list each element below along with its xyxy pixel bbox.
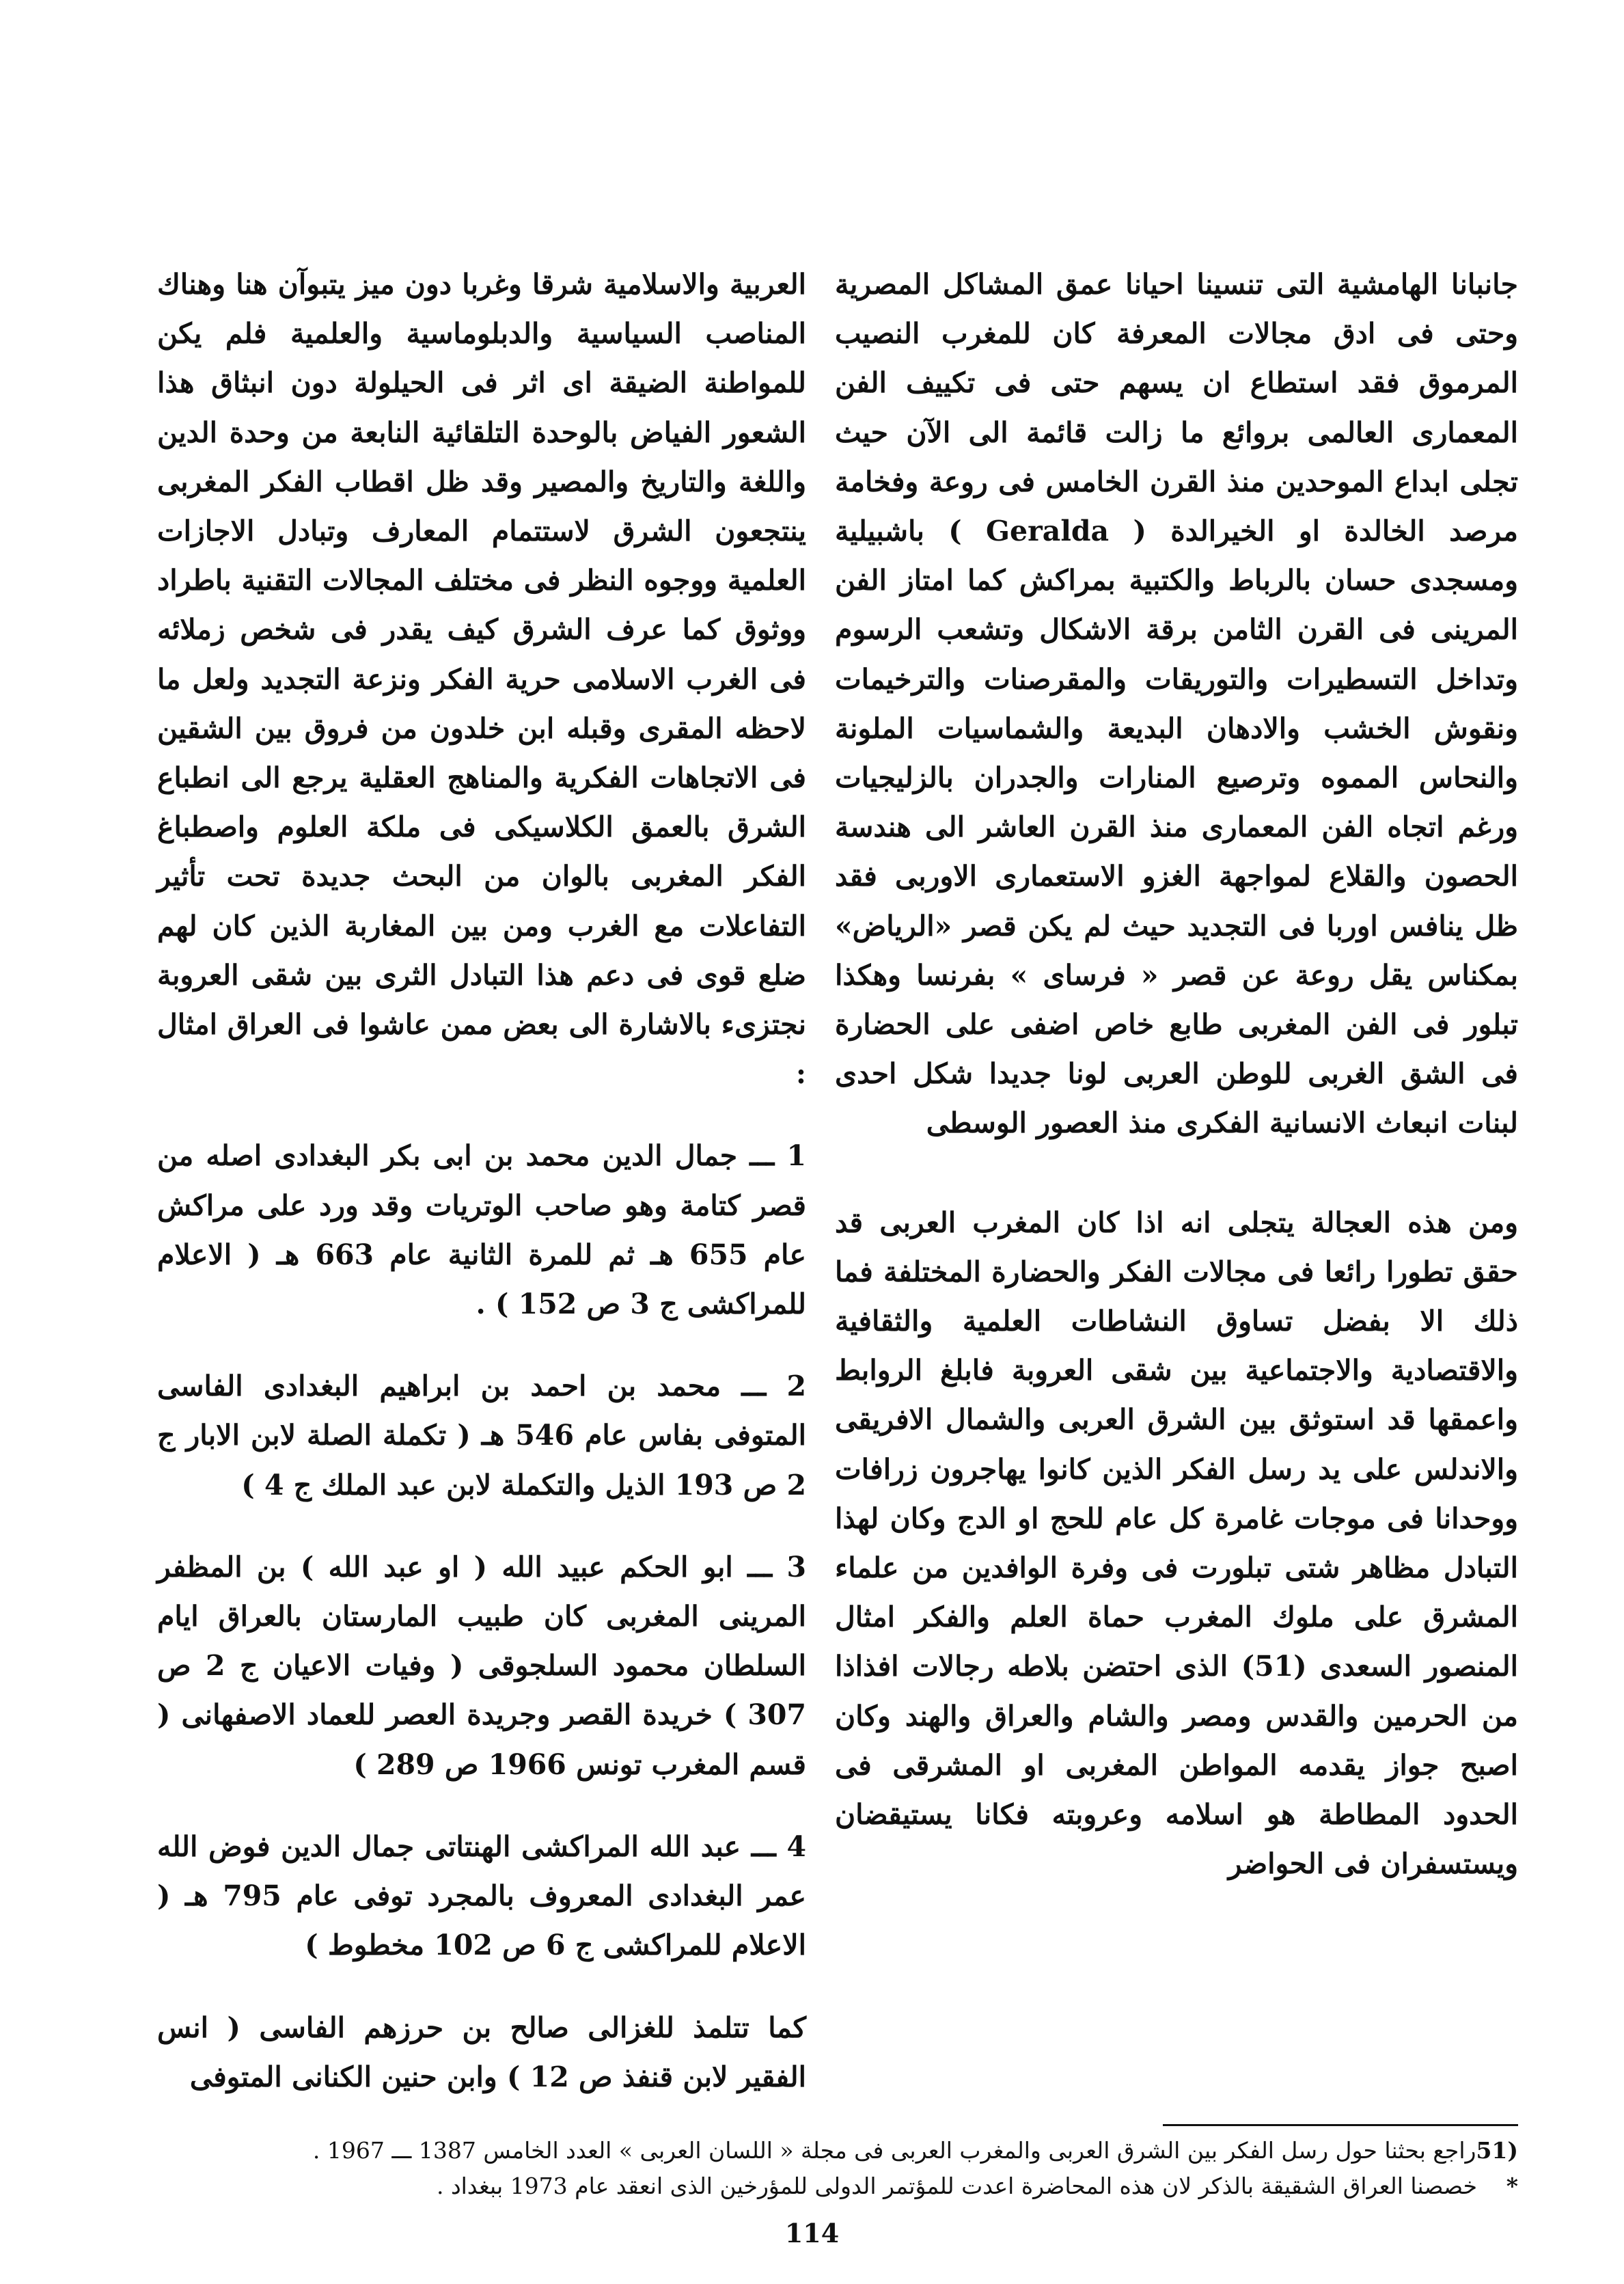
footnote-text: راجع بحثنا حول رسل الفكر بين الشرق العربى والمغرب العربى فى مجلة « اللسان العربى » العدد الخامس 1387 ـــ 1967 . xyxy=(312,2137,1476,2164)
footnotes xyxy=(157,2136,1518,2207)
list-item-2: 2 ـــ محمد بن احمد بن ابراهيم البغدادى الفاسى المتوفى بفاس عام 546 هـ ( تكملة الصلة لابن الابار ج 2 ص 193 الذيل والتكملة لابن عبد الملك ج 4 ) xyxy=(157,1370,806,1501)
footnote-asterisk xyxy=(157,2171,1518,2201)
footnote-text: خصصنا العراق الشقيقة بالذكر لان هذه المحاضرة اعدت للمؤتمر الدولى للمؤرخين الذى انعقد عام 1973 ببغداد . xyxy=(436,2173,1477,2199)
right-column-paragraph-2: ومن هذه العجالة يتجلى انه اذا كان المغرب العربى قد حقق تطورا رائعا فى مجالات الفكر والحضارة المختلفة فما ذلك الا بفضل تساوق النشاطات العلمية والثقافية والاقتصادية والاجتماعية بين شقى العروبة فابلغ الروابط واعمقها قد استوثق بين الشرق العربى والشمال الافريقى والاندلس على يد رسل الفكر الذين كانوا يهاجرون زرافات ووحدانا فى موجات غامرة كل عام للحج او الدج وكان لهذا التبادل مظاهر شتى تبلورت فى وفرة الوافدين من علماء المشرق على ملوك المغرب حماة العلم والفكر امثال المنصور السعدى (51) الذى احتضن بلاطه رجالات افذاذا من الحرمين والقدس ومصر والشام والعراق والهند وكان اصبح جواز يقدمه المواطن المغربى او المشرقى فى الحدود المطاطة هو اسلامه وعروبته فكانا يستيقضان ويستسفران فى الحواضر xyxy=(835,1206,1519,1881)
list-item-3: 3 ـــ ابو الحكم عبيد الله ( او عبد الله ) بن المظفر المرينى المغربى كان طبيب المارستان بالعراق ايام السلطان محمود السلجوقى ( وفيات الاعيان ج 2 ص 307 ) خريدة القصر وجريدة العصر للعماد الاصفهانى ( قسم المغرب تونس 1966 ص 289 ) xyxy=(157,1550,807,1781)
footnote-51 xyxy=(157,2136,1518,2166)
footnote-marker: (51 xyxy=(1476,2137,1518,2164)
page-number: 114 xyxy=(784,2218,840,2248)
footnote-marker: * xyxy=(1506,2173,1518,2199)
right-column-paragraph-1: جانبانا الهامشية التى تنسينا احيانا عمق المشاكل المصرية وحتى فى ادق مجالات المعرفة كان للمغرب النصيب المرموق فقد استطاع ان يسهم حتى فى تكييف الفن المعمارى العالمى بروائع ما زالت قائمة الى الآن حيث تجلى ابداع الموحدين منذ القرن الخامس فى روعة وفخامة مرصد الخالدة او الخيرالدة ( Geralda ) باشبيلية ومسجدى حسان بالرباط والكتبية بمراكش كما امتاز الفن المرينى فى القرن الثامن برقة الاشكال وتشعب الرسوم وتداخل التسطيرات والتوريقات والمقرصنات والترخيمات ونقوش الخشب والادهان البديعة والشماسيات الملونة والنحاس المموه وترصيع المنارات والجدران بالزليجيات ورغم اتجاه الفن المعمارى منذ القرن العاشر الى هندسة الحصون والقلاع لمواجهة الغزو الاستعمارى الاوربى فقد ظل ينافس اوربا فى التجديد حيث لم يكن قصر «الرياض» بمكناس يقل روعة عن قصر « فرساى » بفرنسا وهكذا تبلور فى الفن المغربى طابع خاص اضفى على الحضارة فى الشق الغربى للوطن العربى لونا جديدا شكل احدى لبنات انبعاث الانسانية الفكرى منذ العصور الوسطى xyxy=(835,268,1518,1140)
list-item-1: 1 ـــ جمال الدين محمد بن ابى بكر البغدادى اصله من قصر كتامة وهو صاحب الوتريات وقد ورد على مراكش عام 655 هـ ثم للمرة الثانية عام 663 هـ ( الاعلام للمراكشى ج 3 ص 152 ) . xyxy=(157,1139,806,1321)
list-item-4: 4 ـــ عبد الله المراكشى الهنتاتى جمال الدين فوض الله عمر البغدادى المعروف بالمجرد توفى عام 795 هـ ( الاعلام للمراكشى ج 6 ص 102 مخطوط ) xyxy=(157,1830,806,1962)
footnote-divider xyxy=(1163,2124,1518,2126)
left-column-closing: كما تتلمذ للغزالى صالح بن حرزهم الفاسى ( انس الفقير لابن قنفذ ص 12 ) وابن حنين الكنانى المتوفى xyxy=(157,2011,806,2093)
left-column-intro: العربية والاسلامية شرقا وغربا دون ميز يتبوآن هنا وهناك المناصب السياسية والدبلوماسية والعلمية فلم يكن للمواطنة الضيقة اى اثر فى الحيلولة دون انبثاق هذا الشعور الفياض بالوحدة التلقائية النابعة من وحدة الدين واللغة والتاريخ والمصير وقد ظل اقطاب الفكر المغربى ينتجعون الشرق لاستتمام المعارف وتبادل الاجازات العلمية ووجوه النظر فى مختلف المجالات التقنية باطراد ووثوق كما عرف الشرق كيف يقدر فى شخص زملائه فى الغرب الاسلامى حرية الفكر ونزعة التجديد ولعل ما لاحظه المقرى وقبله ابن خلدون من فروق بين الشقين فى الاتجاهات الفكرية والمناهج العقلية يرجع الى انطباع الشرق بالعمق الكلاسيكى فى ملكة العلوم واصطباغ الفكر المغربى بالوان من البحث جديدة تحت تأثير التفاعلات مع الغرب ومن بين المغاربة الذين كان لهم ضلع قوى فى دعم هذا التبادل الثرى بين شقى العروبة نجتزىء بالاشارة الى بعض ممن عاشوا فى العراق امثال : xyxy=(157,268,806,1091)
right-column xyxy=(835,260,1518,1889)
left-column xyxy=(157,260,806,2102)
